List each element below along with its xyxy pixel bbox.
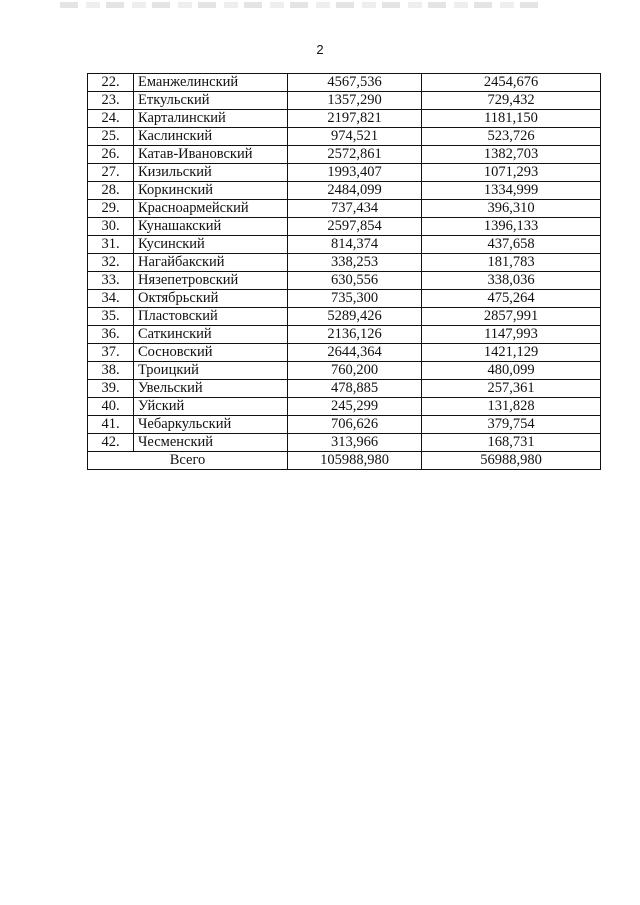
row-number: 23. xyxy=(88,92,134,110)
row-number: 35. xyxy=(88,308,134,326)
row-number: 26. xyxy=(88,146,134,164)
district-name: Увельский xyxy=(134,380,288,398)
value-1: 2136,126 xyxy=(288,326,422,344)
value-2: 1334,999 xyxy=(422,182,601,200)
value-2: 257,361 xyxy=(422,380,601,398)
value-1: 1357,290 xyxy=(288,92,422,110)
district-name: Катав-Ивановский xyxy=(134,146,288,164)
table-row xyxy=(88,362,601,380)
row-number: 38. xyxy=(88,362,134,380)
district-name: Коркинский xyxy=(134,182,288,200)
district-name: Нязепетровский xyxy=(134,272,288,290)
row-number: 31. xyxy=(88,236,134,254)
value-1: 5289,426 xyxy=(288,308,422,326)
value-2: 2454,676 xyxy=(422,74,601,92)
table-row xyxy=(88,416,601,434)
district-name: Чебаркульский xyxy=(134,416,288,434)
value-2: 338,036 xyxy=(422,272,601,290)
row-number: 36. xyxy=(88,326,134,344)
district-name: Октябрьский xyxy=(134,290,288,308)
value-2: 1071,293 xyxy=(422,164,601,182)
total-label: Всего xyxy=(88,452,288,470)
value-1: 4567,536 xyxy=(288,74,422,92)
allocation-table xyxy=(87,73,601,470)
value-2: 1181,150 xyxy=(422,110,601,128)
value-1: 706,626 xyxy=(288,416,422,434)
value-1: 2572,861 xyxy=(288,146,422,164)
value-1: 2597,854 xyxy=(288,218,422,236)
row-number: 29. xyxy=(88,200,134,218)
row-number: 28. xyxy=(88,182,134,200)
district-name: Красноармейский xyxy=(134,200,288,218)
value-2: 131,828 xyxy=(422,398,601,416)
value-1: 2644,364 xyxy=(288,344,422,362)
value-2: 523,726 xyxy=(422,128,601,146)
value-2: 1147,993 xyxy=(422,326,601,344)
value-1: 245,299 xyxy=(288,398,422,416)
table-row xyxy=(88,74,601,92)
row-number: 24. xyxy=(88,110,134,128)
value-1: 974,521 xyxy=(288,128,422,146)
table-row xyxy=(88,128,601,146)
value-2: 480,099 xyxy=(422,362,601,380)
total-value-1: 105988,980 xyxy=(288,452,422,470)
row-number: 34. xyxy=(88,290,134,308)
value-2: 729,432 xyxy=(422,92,601,110)
value-2: 437,658 xyxy=(422,236,601,254)
value-2: 2857,991 xyxy=(422,308,601,326)
row-number: 39. xyxy=(88,380,134,398)
total-value-2: 56988,980 xyxy=(422,452,601,470)
row-number: 25. xyxy=(88,128,134,146)
district-name: Каслинский xyxy=(134,128,288,146)
value-1: 737,434 xyxy=(288,200,422,218)
row-number: 33. xyxy=(88,272,134,290)
district-name: Еткульский xyxy=(134,92,288,110)
value-2: 475,264 xyxy=(422,290,601,308)
value-2: 379,754 xyxy=(422,416,601,434)
value-2: 1396,133 xyxy=(422,218,601,236)
table-row xyxy=(88,308,601,326)
row-number: 32. xyxy=(88,254,134,272)
district-name: Нагайбакский xyxy=(134,254,288,272)
district-name: Еманжелинский xyxy=(134,74,288,92)
table-row xyxy=(88,236,601,254)
table-row xyxy=(88,146,601,164)
table-row xyxy=(88,218,601,236)
value-1: 760,200 xyxy=(288,362,422,380)
district-name: Уйский xyxy=(134,398,288,416)
table-row xyxy=(88,164,601,182)
district-name: Пластовский xyxy=(134,308,288,326)
total-row xyxy=(88,452,601,470)
table-row xyxy=(88,290,601,308)
table-row xyxy=(88,200,601,218)
row-number: 41. xyxy=(88,416,134,434)
table-row xyxy=(88,398,601,416)
value-2: 168,731 xyxy=(422,434,601,452)
table-row xyxy=(88,272,601,290)
scan-header-artifact xyxy=(60,2,540,8)
table-row xyxy=(88,110,601,128)
district-name: Кусинский xyxy=(134,236,288,254)
table-row xyxy=(88,182,601,200)
row-number: 40. xyxy=(88,398,134,416)
district-name: Сосновский xyxy=(134,344,288,362)
table-row xyxy=(88,434,601,452)
value-1: 735,300 xyxy=(288,290,422,308)
district-name: Троицкий xyxy=(134,362,288,380)
table-row xyxy=(88,326,601,344)
value-1: 814,374 xyxy=(288,236,422,254)
page-number: 2 xyxy=(316,42,324,57)
table-row xyxy=(88,344,601,362)
value-2: 181,783 xyxy=(422,254,601,272)
district-name: Чесменский xyxy=(134,434,288,452)
value-1: 478,885 xyxy=(288,380,422,398)
table-row xyxy=(88,380,601,398)
value-1: 1993,407 xyxy=(288,164,422,182)
value-1: 630,556 xyxy=(288,272,422,290)
row-number: 30. xyxy=(88,218,134,236)
district-name: Саткинский xyxy=(134,326,288,344)
value-1: 313,966 xyxy=(288,434,422,452)
value-1: 338,253 xyxy=(288,254,422,272)
row-number: 22. xyxy=(88,74,134,92)
row-number: 42. xyxy=(88,434,134,452)
table-row xyxy=(88,254,601,272)
row-number: 37. xyxy=(88,344,134,362)
value-1: 2484,099 xyxy=(288,182,422,200)
value-2: 1421,129 xyxy=(422,344,601,362)
table-body xyxy=(88,74,601,452)
row-number: 27. xyxy=(88,164,134,182)
value-1: 2197,821 xyxy=(288,110,422,128)
district-name: Кунашакский xyxy=(134,218,288,236)
district-name: Кизильский xyxy=(134,164,288,182)
value-2: 396,310 xyxy=(422,200,601,218)
value-2: 1382,703 xyxy=(422,146,601,164)
district-name: Карталинский xyxy=(134,110,288,128)
table-row xyxy=(88,92,601,110)
